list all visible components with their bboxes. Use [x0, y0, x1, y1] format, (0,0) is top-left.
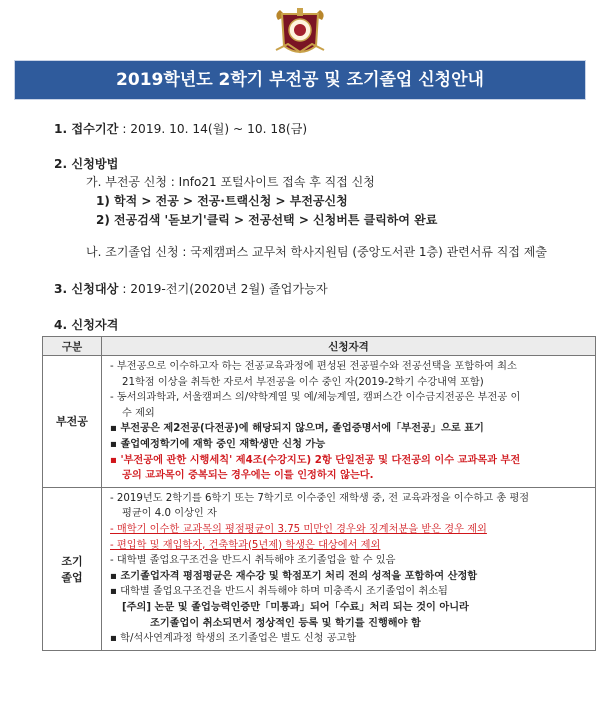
minor-apply-step-1: 1) 학적 > 전공 > 전공·트랙신청 > 부전공신청	[96, 194, 348, 208]
university-emblem-icon	[270, 6, 330, 58]
list-item: - 편입학 및 재입학자, 건축학과(5년제) 학생은 대상에서 제외	[110, 539, 381, 551]
list-item: - 2019년도 2학기를 6학기 또는 7학기로 이수중인 재학생 중, 전 교육과정을 이수하고 총 평점	[110, 492, 530, 504]
section-4-label: 4. 신청자격	[54, 318, 119, 332]
list-item: ▪ 조기졸업자격 평점평균은 재수강 및 학점포기 처리 전의 성적을 포함하여 산정함	[110, 570, 478, 582]
list-item: ▪ 부전공은 제2전공(다전공)에 해당되지 않으며, 졸업증명서에「부전공」으로 표기	[110, 423, 484, 435]
section-application-period	[54, 120, 307, 137]
qualification-early-graduation	[102, 487, 596, 650]
category-early-graduation	[43, 487, 102, 650]
category-label-line-2: 졸업	[61, 570, 83, 584]
section-3-value: : 2019-전기(2020년 2월) 졸업가능자	[118, 282, 328, 296]
header-qualification: 신청자격	[102, 337, 596, 356]
section-2-label: 2. 신청방법	[54, 157, 119, 171]
table-header-row	[43, 337, 596, 356]
section-3-label: 3. 신청대상	[54, 282, 119, 296]
early-graduation-apply-method: 나. 조기졸업 신청 : 국제캠퍼스 교무처 학사지원팀 (중앙도서관 1층) 관련서류 직접 제출	[86, 245, 547, 259]
minor-apply-method: 가. 부전공 신청 : Info21 포털사이트 접속 후 직접 신청	[86, 175, 375, 189]
section-1-label: 1. 접수기간	[54, 122, 119, 136]
list-item: - 매학기 이수한 교과목의 평점평균이 3.75 미만인 경우와 징계처분을 받은 경우 제외	[110, 523, 487, 535]
list-item: [주의] 논문 및 졸업능력인증만「미통과」되어「수료」처리 되는 것이 아니라	[122, 601, 469, 613]
page-title: 2019학년도 2학기 부전공 및 조기졸업 신청안내	[14, 60, 586, 100]
list-item: ▪ 대학별 졸업요구조건을 반드시 취득해야 하며 미충족시 조기졸업이 취소됨	[110, 586, 448, 598]
table-row-early-graduation	[43, 487, 596, 650]
category-minor: 부전공	[43, 356, 102, 488]
category-label-line-1: 조기	[61, 554, 83, 568]
section-1-value: : 2019. 10. 14(월) ~ 10. 18(금)	[118, 122, 308, 136]
list-item: ▪ '부전공에 관한 시행세칙' 제4조(수강지도) 2항 단일전공 및 다전공의 이수 교과목과 부전	[110, 454, 521, 466]
list-item: - 대학별 졸업요구조건을 반드시 취득해야 조기졸업을 할 수 있음	[110, 555, 396, 567]
qualification-table	[42, 336, 596, 651]
list-item: 조기졸업이 취소되면서 정상적인 등록 및 학기를 진행해야 함	[150, 617, 421, 629]
list-item: 수 제외	[122, 407, 155, 419]
qualification-minor	[102, 356, 596, 488]
table-row-minor	[43, 356, 596, 488]
list-item: - 부전공으로 이수하고자 하는 전공교육과정에 편성된 전공필수와 전공선택을 포함하여 최소	[110, 361, 517, 372]
list-item: 21학점 이상을 취득한 자로서 부전공을 이수 중인 자(2019-2학기 수강내역 포함)	[122, 376, 484, 388]
section-eligible-target	[54, 280, 328, 297]
list-item: ▪ 학/석사연계과정 학생의 조기졸업은 별도 신청 공고함	[110, 633, 357, 645]
list-item: ▪ 졸업예정학기에 재학 중인 재학생만 신청 가능	[110, 438, 326, 450]
list-item: - 동서의과학과, 서울캠퍼스 의/약학계열 및 예/체능계열, 캠퍼스간 이수금지전공은 부전공 이	[110, 392, 521, 404]
header-category: 구분	[43, 337, 102, 356]
list-item: 평균이 4.0 이상인 자	[122, 508, 217, 520]
list-item: 공의 교과목이 중복되는 경우에는 이를 인정하지 않는다.	[122, 470, 374, 482]
minor-apply-step-2: 2) 전공검색 '돋보기'클릭 > 전공선택 > 신청버튼 클릭하여 완료	[96, 213, 438, 227]
